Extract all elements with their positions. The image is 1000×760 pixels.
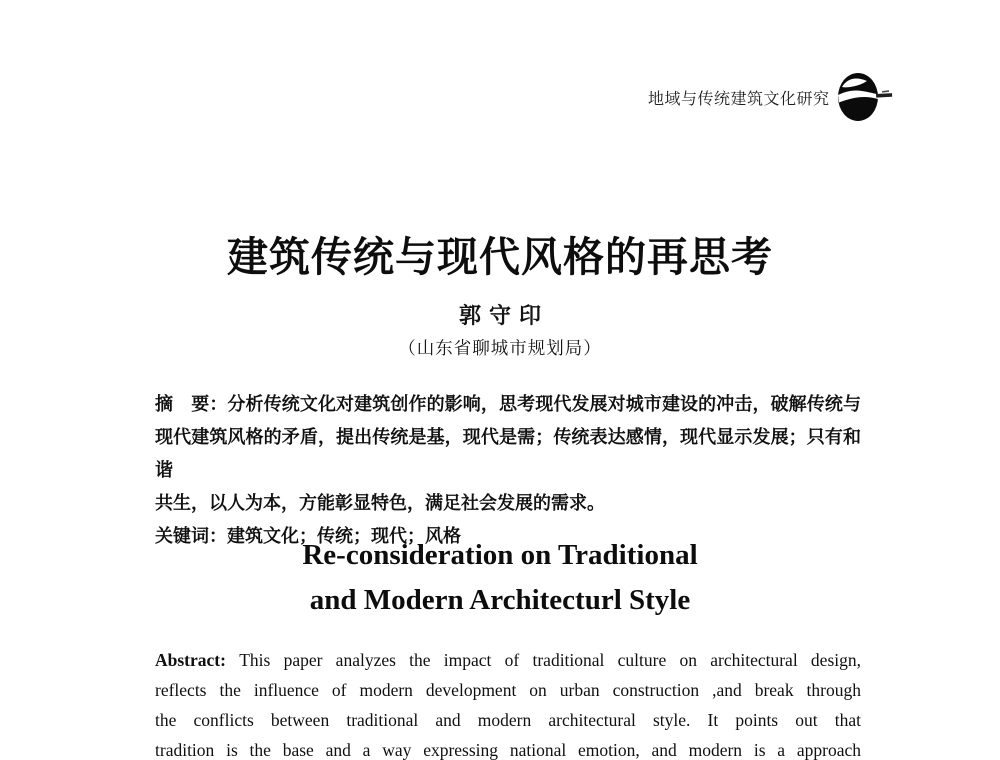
paper-title-cn: 建筑传统与现代风格的再思考 [227, 234, 773, 280]
paper-title-en-line1: Re-consideration on Traditional [302, 539, 698, 571]
journal-section-title: 地域与传统建筑文化研究 [648, 90, 830, 108]
abstract-cn-line [155, 487, 861, 520]
abstract-cn-label: 摘 要： [155, 394, 228, 414]
abstract-cn-text: 共生，以人为本，方能彰显特色，满足社会发展的需求。 [155, 493, 605, 513]
abstract-cn-line [155, 421, 861, 487]
journal-header [648, 70, 898, 124]
abstract-cn-text: 分析传统文化对建筑创作的影响，思考现代发展对城市建设的冲击，破解传统与 [227, 394, 861, 414]
abstract-en-label: Abstract: [155, 650, 226, 670]
abstract-cn-text: 现代建筑风格的矛盾，提出传统是基，现代是需；传统表达感情，现代显示发展；只有和谐 [155, 427, 861, 480]
keywords-cn-label: 关键词： [155, 526, 227, 546]
author-affiliation: （山东省聊城市规划局） [398, 338, 602, 358]
abstract-en-line [155, 645, 861, 675]
abstract-en-text: tradition is the base and a way expressing national emotion, and modern is a approach [155, 740, 861, 760]
abstract-en-line [155, 675, 861, 705]
abstract-en-text: This paper analyzes the impact of traditional culture on architectural design, [239, 650, 861, 670]
paper-title-en [0, 533, 1000, 623]
journal-logo-icon [836, 71, 898, 123]
abstract-en-text: reflects the influence of modern development on urban construction ,and break through [155, 680, 861, 700]
paper-title-en-line2: and Modern Architecturl Style [309, 584, 691, 616]
abstract-en-text: the conflicts between traditional and modern architectural style. It points out that [155, 710, 861, 730]
author-name: 郭守印 [458, 303, 549, 328]
abstract-cn-block [155, 388, 861, 553]
abstract-en-block [155, 645, 861, 760]
abstract-cn-line [155, 388, 861, 421]
abstract-en-line [155, 735, 861, 760]
keywords-cn-text: 建筑文化；传统；现代；风格 [227, 526, 461, 546]
abstract-en-line [155, 705, 861, 735]
